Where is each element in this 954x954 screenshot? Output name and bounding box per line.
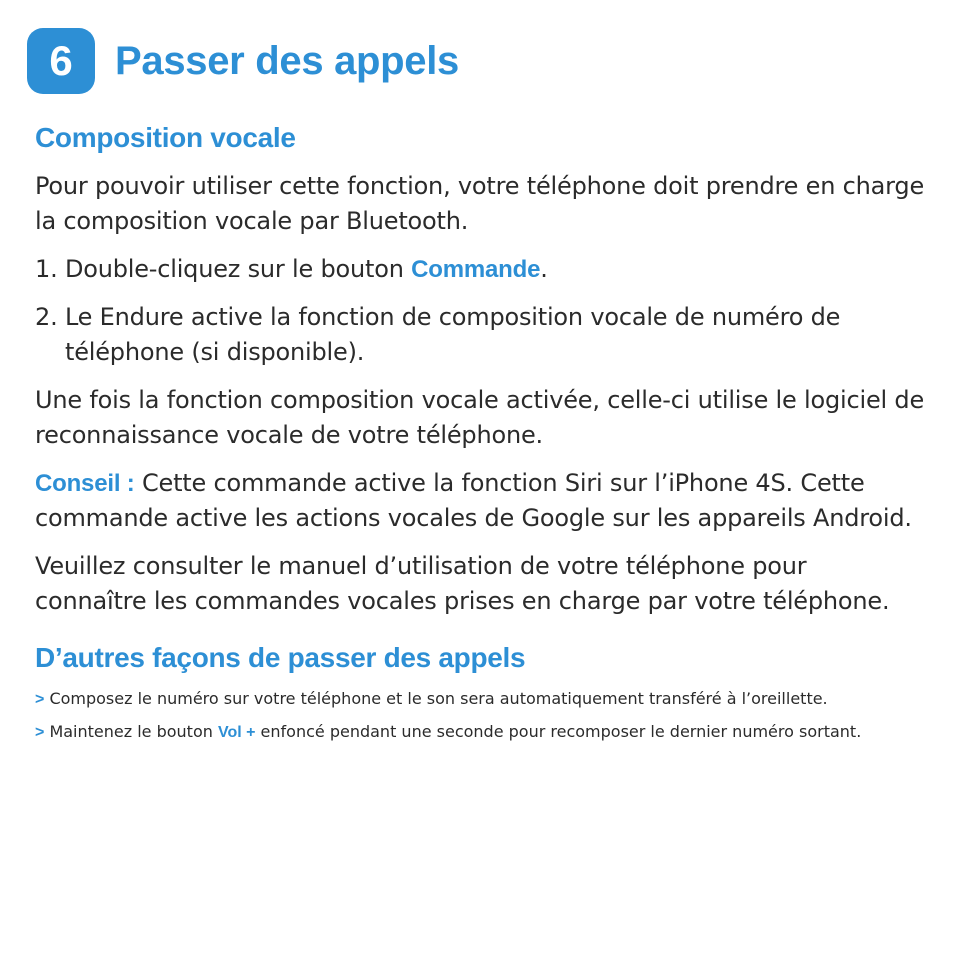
section-heading-autres-facons: D’autres façons de passer des appels: [35, 642, 526, 673]
bullet-2-text-after: enfoncé pendant une seconde pour recomposer le dernier numéro sortant.: [255, 722, 862, 741]
chapter-title: Passer des appels: [115, 38, 460, 83]
tip-paragraph: [35, 466, 925, 536]
bullet-maintenez: [35, 722, 925, 742]
chevron-right-icon: >: [35, 691, 45, 708]
bullet-composez: [35, 689, 925, 709]
manual-page: [35, 28, 925, 742]
vol-plus-button-name: Vol +: [217, 724, 256, 741]
chapter-header: [27, 28, 925, 94]
paragraph-manuel: Veuillez consulter le manuel d’utilisation de votre téléphone pour connaître les commandes vocales prises en charge par votre téléphone.: [35, 552, 890, 615]
step-2: [35, 300, 925, 370]
tip-label: Conseil :: [35, 470, 135, 497]
paragraph-composition-activee: Une fois la fonction composition vocale activée, celle-ci utilise le logiciel de reconnaissance vocale de votre téléphone.: [35, 386, 925, 449]
bullet-1-text: Composez le numéro sur votre téléphone et le son sera automatiquement transféré à l’oreillette.: [49, 689, 828, 708]
step-1-end: .: [540, 255, 548, 283]
commande-button-name: Commande: [411, 256, 541, 283]
tip-text: Cette commande active la fonction Siri sur l’iPhone 4S. Cette commande active les actions vocales de Google sur les appareils Android.: [35, 469, 912, 532]
chevron-right-icon: >: [35, 724, 45, 741]
step-1-number: 1.: [35, 255, 58, 283]
step-1: [35, 252, 925, 287]
step-1-text: Double-cliquez sur le bouton: [64, 255, 412, 283]
step-2-number: 2.: [35, 303, 58, 331]
step-2-text: Le Endure active la fonction de composition vocale de numéro de téléphone (si disponible).: [64, 303, 841, 366]
bullet-2-text-before: Maintenez le bouton: [49, 722, 218, 741]
chapter-number-badge: 6: [27, 28, 95, 94]
section-heading-composition-vocale: Composition vocale: [35, 122, 296, 153]
intro-paragraph: Pour pouvoir utiliser cette fonction, votre téléphone doit prendre en charge la composition vocale par Bluetooth.: [35, 172, 925, 235]
